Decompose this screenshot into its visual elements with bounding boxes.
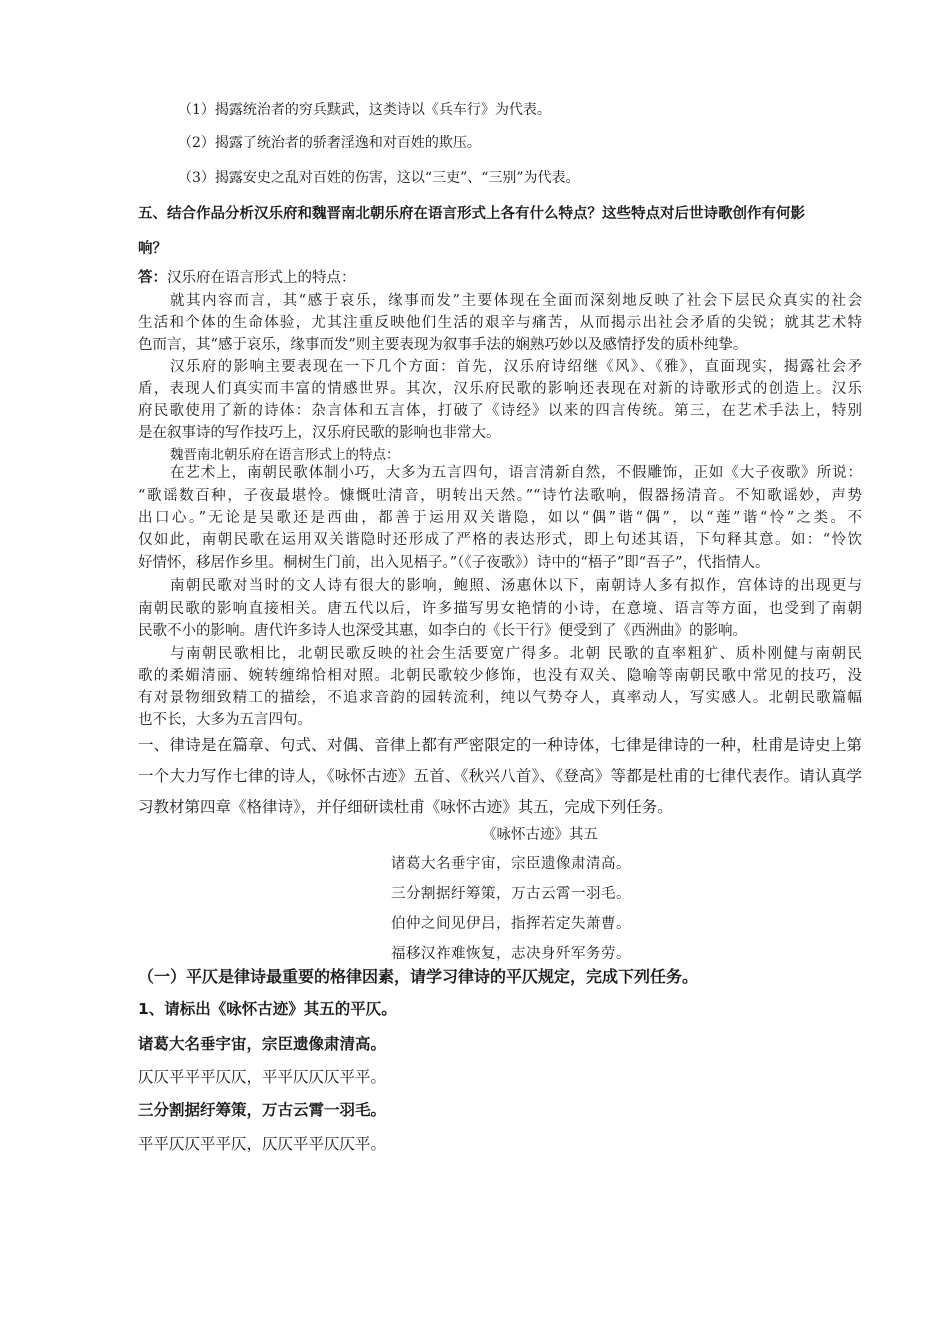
- task-heading: 1、请标出《咏怀古迹》其五的平仄。: [138, 1000, 397, 1018]
- answer-label: 答：: [138, 270, 167, 286]
- paragraph-line: 与南朝民歌相比，北朝民歌反映的社会生活要宽广得多。北朝 民歌的直率粗犷、质朴刚健与南朝民: [170, 646, 862, 662]
- answer-intro-text: 汉乐府在语言形式上的特点：: [167, 270, 356, 286]
- task-intro-line: 一个大力写作七律的诗人，《咏怀古迹》五首、《秋兴八首》、《登高》等都是杜甫的七律代表作。请认真学: [138, 767, 862, 785]
- question-heading-cont: 响？: [138, 241, 167, 257]
- poem-line: 福移汉祚难恢复，志决身歼军务劳。: [391, 946, 631, 962]
- list-item: （3）揭露安史之乱对百姓的伤害，这以“三吏”、“三别”为代表。: [178, 170, 580, 186]
- paragraph-line: 出口心。”无论是吴歌还是西曲，都善于运用双关谐隐，如以“偶”谐“偶”，以“莲”谐“怜”之类。不: [138, 510, 862, 526]
- answer-intro: [138, 269, 356, 287]
- paragraph-line: 民歌不小的影响。唐代许多诗人也深受其惠，如李白的《长干行》便受到了《西洲曲》的影响。: [138, 623, 747, 639]
- list-item: （2）揭露了统治者的骄奢淫逸和对百姓的欺压。: [178, 135, 481, 151]
- poem-line: 伯仲之间见伊吕，指挥若定失萧曹。: [391, 916, 631, 932]
- paragraph-line: 府民歌使用了新的诗体：杂言体和五言体，打破了《诗经》以来的四言传统。第三，在艺术手法上，特别: [138, 403, 862, 419]
- poem-line: 三分割据纡筹策，万古云霄一羽毛。: [391, 886, 631, 902]
- verse-line: 诸葛大名垂宇宙，宗臣遗像肃清高。: [138, 1035, 387, 1053]
- verse-line: 三分割据纡筹策，万古云霄一羽毛。: [138, 1101, 387, 1119]
- paragraph-line: 南朝民歌对当时的文人诗有很大的影响，鲍照、汤惠休以下，南朝诗人多有拟作，宫体诗的出现更与: [170, 578, 862, 594]
- sub-heading: 魏晋南北朝乐府在语言形式上的特点：: [170, 447, 400, 463]
- list-item: （1）揭露统治者的穷兵黩武，这类诗以《兵车行》为代表。: [178, 102, 551, 118]
- poem-title: 《咏怀古迹》其五: [482, 827, 598, 843]
- paragraph-line: 南朝民歌的影响直接相关。唐五代以后，许多描写男女艳情的小诗，在意境、语言等方面，也受到了南朝: [138, 601, 862, 617]
- paragraph-line: 就其内容而言，其“感于哀乐，缘事而发”主要体现在全面而深刻地反映了社会下层民众真实的社会: [170, 293, 862, 309]
- paragraph-line: 色而言，其“感于哀乐，缘事而发”则主要表现为叙事手法的娴熟巧妙以及感情抒发的质朴纯挚。: [138, 337, 748, 353]
- paragraph-line: 生活和个体的生命体验，尤其注重反映他们生活的艰辛与痛苦，从而揭示出社会矛盾的尖锐；就其艺术特: [138, 315, 862, 331]
- paragraph-line: 在艺术上，南朝民歌体制小巧，大多为五言四句，语言清新自然，不假雕饰，正如《大子夜歌》所说：: [170, 465, 862, 481]
- tone-line: 仄仄平平平仄仄，平平仄仄仄平平。: [138, 1068, 387, 1086]
- paragraph-line: 歌的柔媚清丽、婉转缠绵恰相对照。北朝民歌较少修饰，也没有双关、隐喻等南朝民歌中常见的技巧，没: [138, 668, 862, 684]
- paragraph-line: 是在叙事诗的写作技巧上，汉乐府民歌的影响也非常大。: [138, 425, 501, 441]
- paragraph-line: “歌谣数百种，子夜最堪怜。慷慨吐清音，明转出天然。”“诗竹法歌响，假器扬清音。不知歌谣妙，声势: [138, 488, 862, 504]
- paragraph-line: 仅如此，南朝民歌在运用双关谐隐时还形成了严格的表达形式，即上句述其语，下句释其意。如：“怜饮: [138, 532, 862, 548]
- tone-line: 平平仄仄平平仄，仄仄平平仄仄平。: [138, 1135, 387, 1153]
- section-heading: （一）平仄是律诗最重要的格律因素，请学习律诗的平仄规定，完成下列任务。: [138, 967, 699, 986]
- task-intro-line: 一、律诗是在篇章、句式、对偶、音律上都有严密限定的一种诗体，七律是律诗的一种，杜甫是诗史上第: [138, 736, 862, 754]
- paragraph-line: 有对景物细致精工的描绘，不追求音韵的园转流利，纯以气势夺人，真率动人，写实感人。北朝民歌篇幅: [138, 690, 862, 706]
- paragraph-line: 盾，表现人们真实而丰富的情感世界。其次，汉乐府民歌的影响还表现在对新的诗歌形式的创造上。汉乐: [138, 381, 862, 397]
- paragraph-line: 汉乐府的影响主要表现在一下几个方面：首先，汉乐府诗绍继《风》、《雅》，直面现实，揭露社会矛: [170, 359, 862, 375]
- question-heading: 五、结合作品分析汉乐府和魏晋南北朝乐府在语言形式上各有什么特点？这些特点对后世诗歌创作有何影: [138, 206, 805, 222]
- paragraph-line: 也不长，大多为五言四句。: [138, 712, 312, 728]
- task-intro-line: 习教材第四章《格律诗》，并仔细研读杜甫《咏怀古迹》其五，完成下列任务。: [138, 798, 673, 816]
- paragraph-line: 好情怀，移居作乡里。桐树生门前，出入见梧子。”（《子夜歌》）诗中的“梧子”即“吾子”，代指情人。: [138, 555, 770, 571]
- poem-line: 诸葛大名垂宇宙，宗臣遗像肃清高。: [391, 856, 631, 872]
